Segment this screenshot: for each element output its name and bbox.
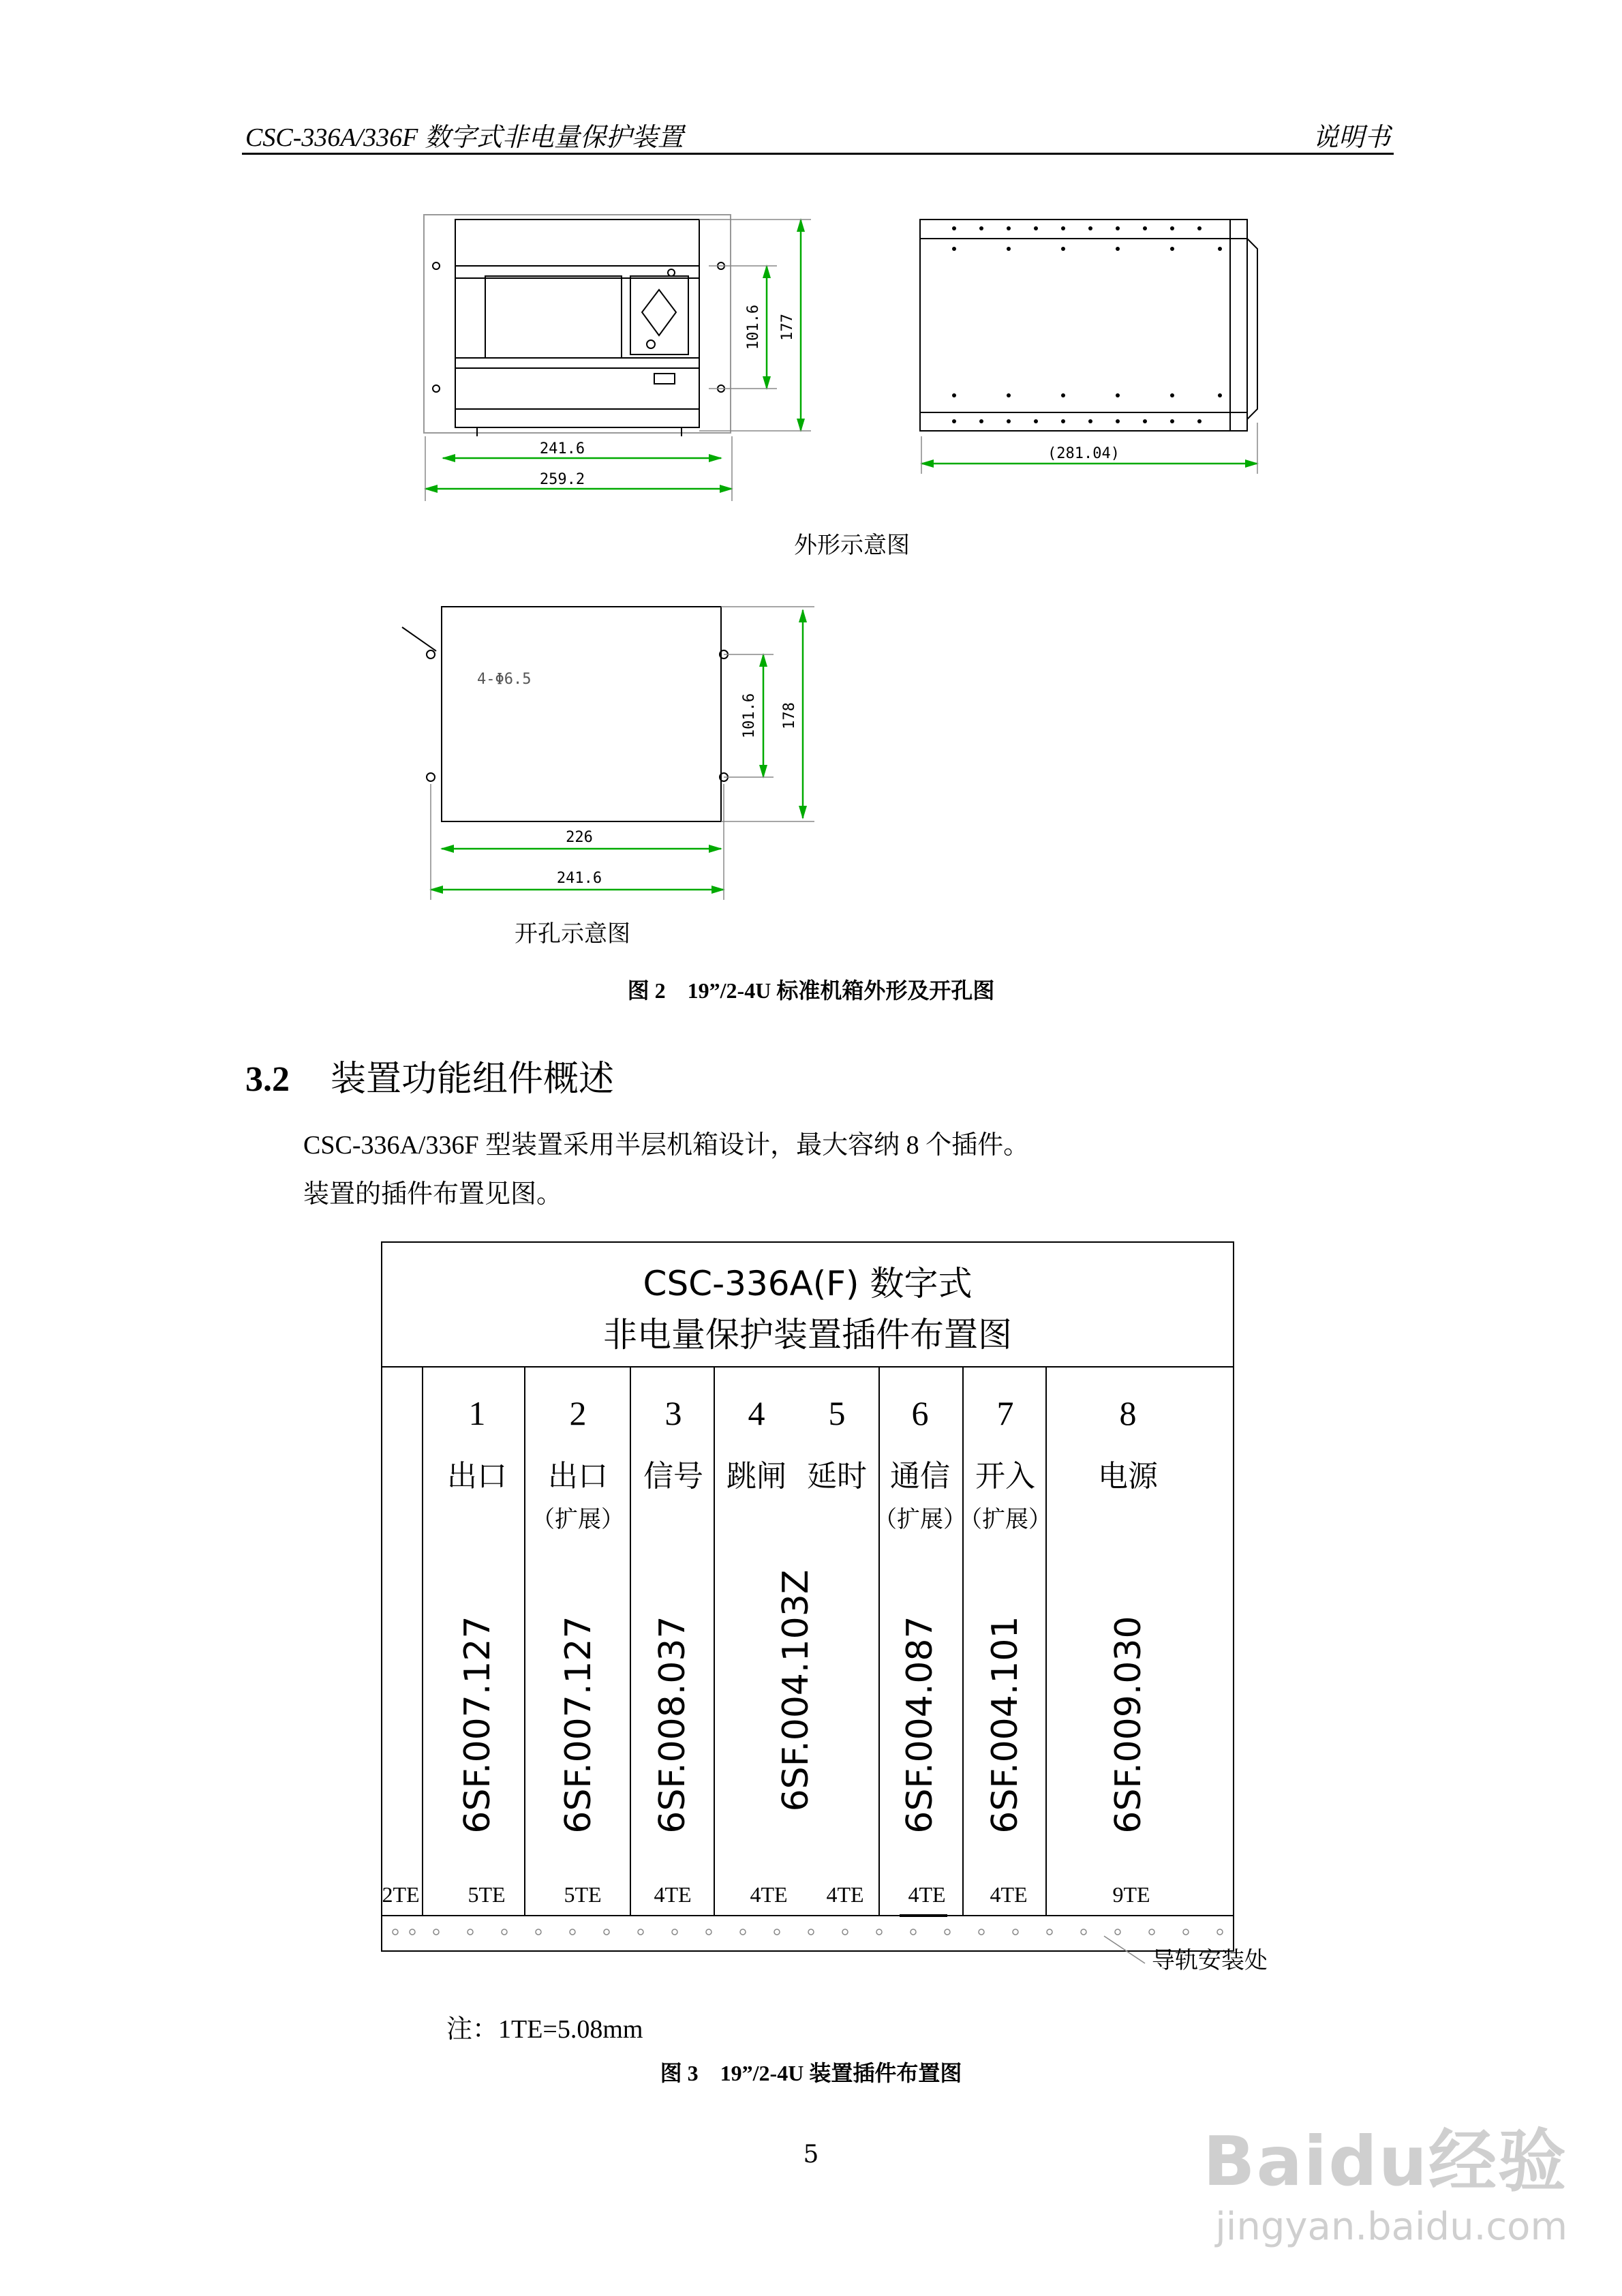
slot-7-width: 4TE [990,1882,1028,1907]
figure-2-caption: 图 2 19”/2-4U 标准机箱外形及开孔图 [627,978,995,1003]
cutout-caption: 开孔示意图 [515,920,630,948]
slot-4-number: 4 [748,1394,765,1432]
slot-7-code: 6SF.004.101 [985,1616,1026,1834]
slot-8-number: 8 [1119,1394,1137,1432]
slot-1-number: 1 [468,1394,486,1432]
front-total-width-label: 259.2 [539,471,585,488]
slot-6-code: 6SF.004.087 [900,1616,940,1834]
slot-6-width: 4TE [908,1882,946,1907]
rail-label: 导轨安装处 [1152,1947,1268,1974]
slot-4-5-code: 6SF.004.103Z [776,1569,816,1812]
layout-title-line-1: CSC-336A(F) 数字式 [643,1264,973,1303]
board-layout-diagram [0,1227,1622,1991]
slot-8-width: 9TE [1112,1882,1150,1907]
cutout-hole-spacing-label: 101.6 [741,693,758,739]
slot-8-name: 电源 [1098,1459,1158,1494]
note: 注：1TE=5.08mm [446,2015,643,2044]
paragraph-1: CSC-336A/336F 型装置采用半层机箱设计，最大容纳 8 个插件。 [303,1131,1030,1160]
section-heading [245,1050,614,1101]
slot-2-width: 5TE [564,1882,602,1907]
header-title: CSC-336A/336F 数字式非电量保护装置 [245,123,684,152]
slot-3-code: 6SF.008.037 [652,1616,693,1834]
slot-5-name: 延时 [807,1459,867,1494]
cutout-width-label: 241.6 [556,870,602,887]
layout-title-line-2: 非电量保护装置插件布置图 [603,1315,1012,1355]
slot-2-number: 2 [569,1394,587,1432]
slot-3-name: 信号 [643,1459,703,1494]
slot-5-number: 5 [828,1394,846,1432]
front-height-label: 177 [779,314,796,341]
watermark-brand: Baidu经验 [1203,2121,1567,2201]
cutout-height-label: 178 [781,702,798,729]
side-depth-label: (281.04) [1047,445,1120,462]
slot-4-name: 跳闸 [726,1459,786,1494]
paragraph-2: 装置的插件布置见图。 [303,1180,563,1209]
section-number: 3.2 [245,1060,290,1099]
header-doc-type: 说明书 [1312,123,1390,152]
slot-8-code: 6SF.009.030 [1108,1616,1149,1834]
slot-5-width: 4TE [826,1882,864,1907]
watermark-url: jingyan.baidu.com [1215,2205,1567,2249]
slot-2-code: 6SF.007.127 [558,1616,599,1834]
cutout-inner-width-label: 226 [566,829,593,846]
slot-2-name: 出口 [548,1459,608,1494]
watermark [1203,2106,1567,2249]
slot-7-name: 开入 [975,1459,1035,1494]
slot-4-width: 4TE [750,1882,788,1907]
section-title: 装置功能组件概述 [331,1059,615,1100]
front-width-label: 241.6 [539,440,585,457]
slot-3-width: 4TE [654,1882,692,1907]
cutout-hole-label: 4-Φ6.5 [477,671,532,688]
slot-1-name: 出口 [447,1459,507,1494]
slot-2-sub: （扩展） [532,1506,624,1533]
slot-7-number: 7 [996,1394,1014,1432]
slot-7-sub: （扩展） [959,1506,1052,1533]
slot-6-name: 通信 [890,1459,950,1494]
front-hole-spacing-label: 101.6 [745,304,762,350]
slot-6-sub: （扩展） [874,1506,966,1533]
outline-caption: 外形示意图 [794,532,910,559]
figure-3-caption: 图 3 19”/2-4U 装置插件布置图 [660,2061,962,2085]
slot-6-number: 6 [911,1394,929,1432]
slot-1-width: 5TE [468,1882,506,1907]
slot-3-number: 3 [664,1394,682,1432]
page-number: 5 [803,2141,819,2169]
figure-2-drawing [0,0,1622,988]
left-pad-width: 2TE [382,1882,420,1907]
slot-1-code: 6SF.007.127 [457,1616,498,1834]
